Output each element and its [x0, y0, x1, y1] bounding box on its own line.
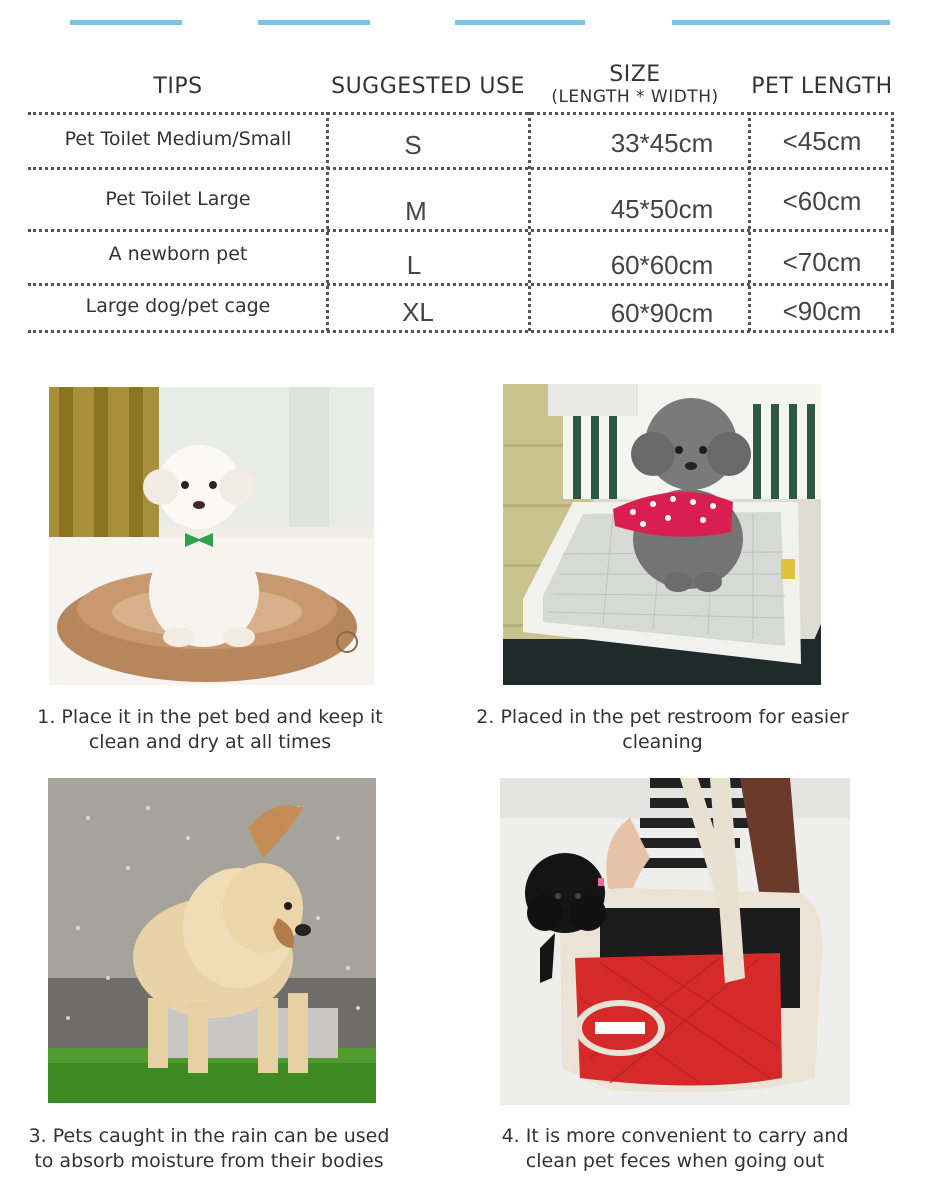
usage-caption-line: clean and dry at all times	[88, 731, 332, 753]
usage-caption-line: clean pet feces when going out	[525, 1150, 825, 1172]
pet-bed-illustration	[49, 387, 374, 685]
pet-carrier-illustration	[500, 778, 850, 1105]
table-col-divider-1	[326, 112, 329, 331]
table-cell-size: 33*45cm	[610, 128, 714, 158]
usage-caption-line: to absorb moisture from their bodies	[34, 1150, 384, 1172]
header-tips: TIPS	[153, 74, 203, 99]
photo-pet-bed	[49, 387, 374, 685]
top-divider-bar-1	[70, 20, 182, 25]
table-cell-tip: Pet Toilet Medium/Small	[64, 128, 292, 150]
table-cell-tip: Large dog/pet cage	[85, 295, 271, 317]
table-cell-size: 60*90cm	[610, 298, 714, 328]
usage-caption-line: 1. Place it in the pet bed and keep it	[37, 706, 383, 728]
usage-caption-line: 3. Pets caught in the rain can be used	[28, 1125, 390, 1147]
table-cell-use: L	[406, 250, 422, 280]
top-divider-bar-2	[258, 20, 370, 25]
photo-pet-restroom	[503, 384, 821, 685]
table-cell-use: XL	[402, 297, 434, 327]
usage-caption-4	[470, 1124, 880, 1174]
header-size-group	[535, 62, 735, 107]
top-divider-bar-3	[455, 20, 585, 25]
wet-dog-illustration	[48, 778, 376, 1103]
table-cell-size: 60*60cm	[610, 250, 714, 280]
usage-caption-2	[455, 705, 870, 755]
top-divider-bar-4	[672, 20, 890, 25]
header-size-sub: (LENGTH * WIDTH)	[551, 87, 719, 107]
usage-caption-3	[10, 1124, 408, 1174]
header-size: SIZE	[609, 62, 661, 87]
photo-wet-dog	[48, 778, 376, 1103]
table-col-divider-2	[528, 112, 531, 331]
table-cell-use: S	[404, 130, 422, 160]
table-rule-3	[28, 283, 894, 286]
table-cell-use: M	[405, 196, 427, 226]
header-pet-length: PET LENGTH	[751, 74, 893, 99]
table-cell-length: <60cm	[782, 186, 862, 216]
table-cell-tip: A newborn pet	[108, 243, 248, 265]
usage-caption-line: cleaning	[622, 731, 703, 753]
table-cell-size: 45*50cm	[610, 194, 714, 224]
usage-caption-1	[10, 705, 410, 755]
usage-caption-line: 2. Placed in the pet restroom for easier	[476, 706, 849, 728]
photo-pet-carrier	[500, 778, 850, 1105]
table-cell-length: <90cm	[782, 296, 862, 326]
table-rule-1	[28, 167, 894, 170]
table-cell-tip: Pet Toilet Large	[105, 188, 251, 210]
header-suggested-use: SUGGESTED USE	[331, 74, 525, 99]
table-rule-bottom	[28, 330, 894, 333]
pet-restroom-illustration	[503, 384, 821, 685]
usage-caption-line: 4. It is more convenient to carry and	[501, 1125, 849, 1147]
table-cell-length: <45cm	[782, 126, 862, 156]
table-cell-length: <70cm	[782, 247, 862, 277]
table-rule-2	[28, 229, 894, 232]
table-rule-top	[28, 112, 894, 115]
